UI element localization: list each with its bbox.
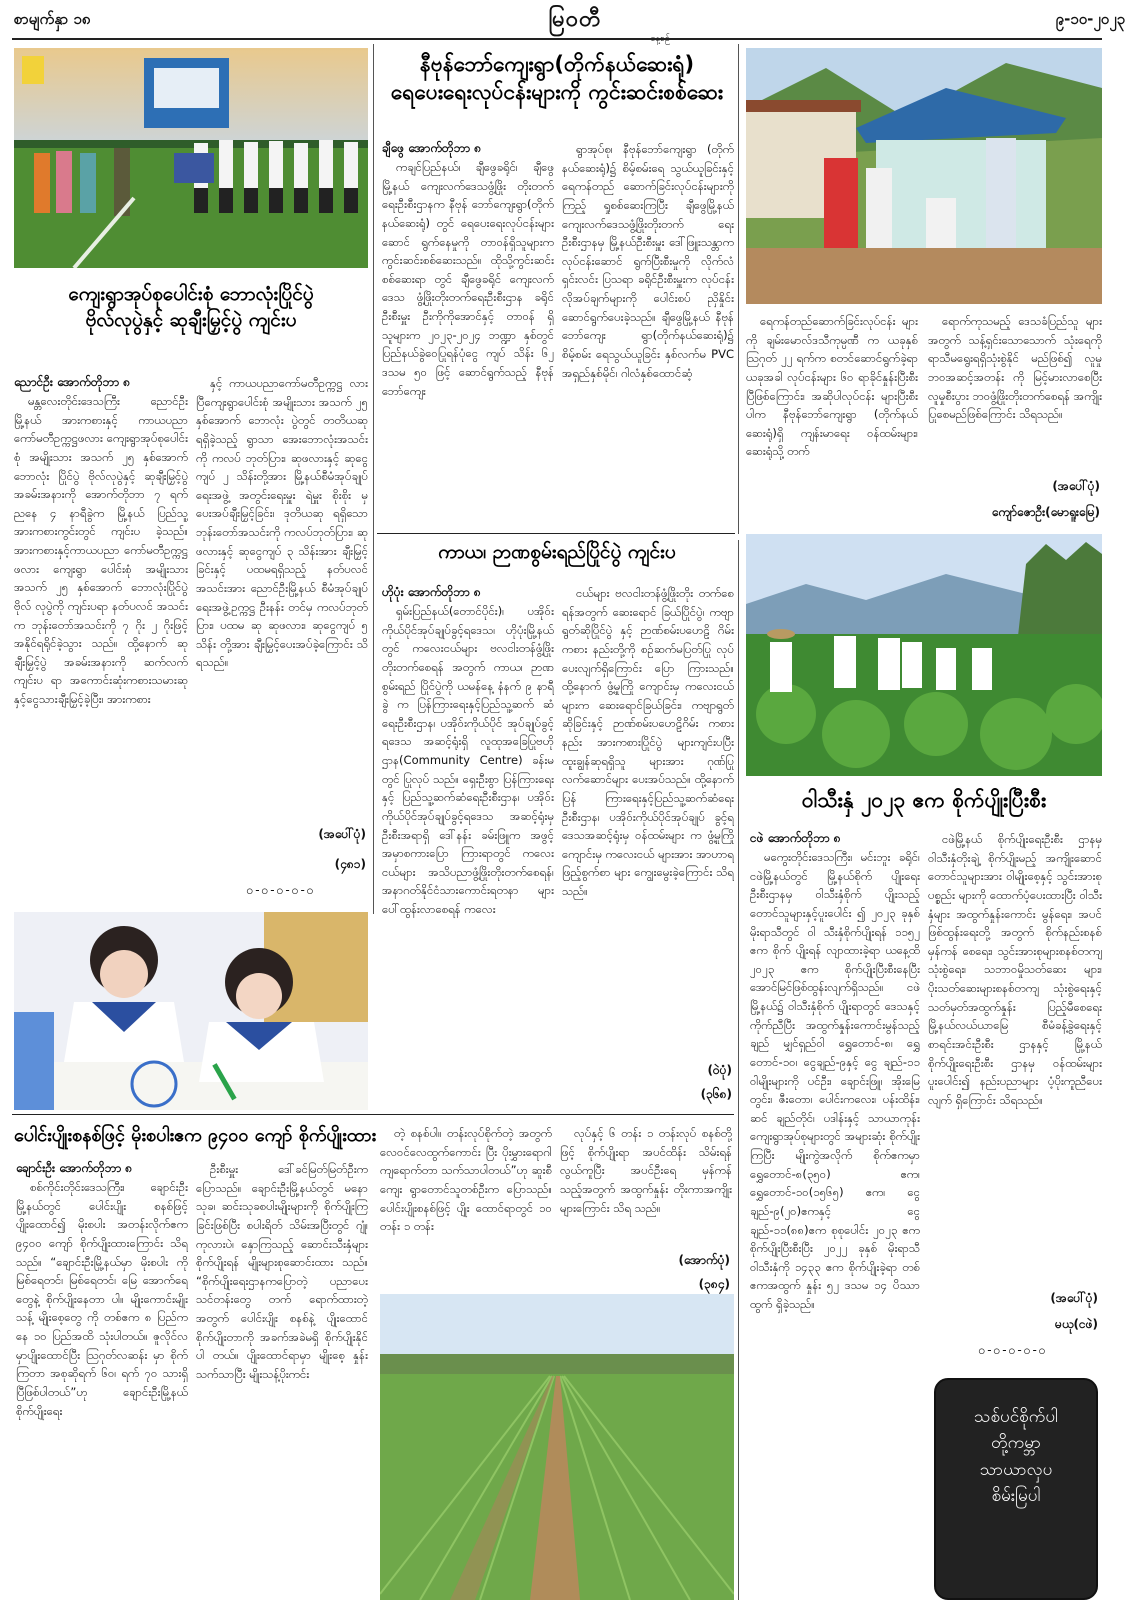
cotton-headline: ဝါသီးနှံ ၂၀၂၃ ဧက စိုက်ပျိုးပြီးစီး	[801, 788, 1047, 812]
paragraph: ငယ်များ ဗလငါးတန်ဖွံ့ဖြိုးတိုး တက်စေရန်အတွက် ဆေးရောင် ခြယ်ပြိုင်ပွဲ၊ ကဗျာရွတ်ဆိုပြိုင်ပွဲ နှင့် ဉာဏ်စမ်းပဟေဠိ ဂိမ်းကစား နည်းတို့ကို စဉ်ဆက်မပြတ်ပြု လုပ်ပေးလျက်ရှိကြောင်း ပြော ကြားသည်။ ထို့နောက် ဖွံ့မှုကြို ကျောင်းမှ ကလေးငယ်များက ဆေးရောင်ခြယ်ခြင်း၊ ကဗျာရွတ် ဆိုခြင်းနှင့် ဉာဏ်စမ်းပဟေဠိဂိမ်း ကစားနည်း အားကစားပြိုင်ပွဲ များကျင်းပပြီး ထူးချွန်ဆုရရှိသူ များအား ဂုဏ်ပြုလက်ဆောင်များ ပေးအပ်သည်။ ထို့နောက် ပြန် ကြားရေးနှင့်ပြည်သူ့ဆက်ဆံရေး ဦးစီးဌာန၊ ပအိုဝ်းကိုယ်ပိုင်အုပ်ချုပ် ခွင့်ရဒေသအဆင့်ရုံးမှ ဝန်ထမ်းများ က ဖွံ့မှုကြိုကျောင်းမှ ကလေးငယ် များအား အာဟာရဖြည့်စွက်စာ များ ကျွေးမွေးခဲ့ကြောင်း သိရ သည်။	[562, 586, 734, 898]
cotton-reporter: မယု(ငဖဲ)	[1055, 1317, 1098, 1331]
water-body-col2	[562, 140, 734, 530]
column-divider	[738, 540, 739, 1600]
masthead-rule	[12, 38, 1102, 40]
cotton-field-photo	[746, 534, 1102, 776]
column-divider	[373, 44, 374, 914]
paragraph: တဲ့ စနစ်ပါ။ တန်းလုပ်စိုက်တဲ့ အတွက် လေဝင်လေထွက်ကောင်း ပြီး ပိုးမွှားရောဂါကျရောက်တာ သက်သာပါတယ်”ဟု ဆူးစီကျေး ရွာတောင်သူတစ်ဦးက ပြောသည်။ ပေါင်းပျိုးစနစ်ဖြင့် ပျိုး ထောင်ရာတွင် ၁၀ တန်း ၁ တန်း	[380, 1126, 552, 1234]
rice-body-col4	[560, 1124, 732, 1254]
art-body-col1	[382, 602, 554, 1108]
paragraph: မန္တလေးတိုင်းဒေသကြီး ညောင်ဦးမြို့နယ် အားကစားနှင့် ကာယပညာကော်မတီဥက္ကဋ္ဌဖလား ကျေးရွာအုပ်စုပေါင်းစုံ အမျိုးသား အသက် ၂၅ နှစ်အောက် ဘောလုံး ပြိုင်ပွဲ ဗိုလ်လုပွဲနှင့် ဆုချီးမြှင့်ပွဲ အခမ်းအနားကို အောက်တိုဘာ ၇ ရက် ညနေ ၄ နာရီခွဲက မြို့နယ် ပြည်သူ့အားကစားကွင်းတွင် ကျင်းပ ခဲ့သည်။ အားကစားနှင့်ကာယပညာ ကော်မတီဥက္ကဋ္ဌဖလား ကျေးရွာ ပေါင်းစုံ အမျိုးသား အသက် ၂၅ နှစ်အောက် ဘောလုံးပြိုင်ပွဲ ဗိုလ် လုပွဲကို ကျင်းပရာ နတ်ပလင် အသင်းက ဘုန်းတော်အသင်းကို ၇ ဂိုး ၂ ဂိုးဖြင့် အနိုင်ရရိုင်ခဲ့သွား သည်။ ထို့နောက် ဆုချီးမြှင့်ပွဲ အခမ်းအနားကို ဆက်လက်ကျင်းပ ရာ အကောင်းဆုံးကစားသမားဆု နှင့်ငွေသားချီးမြှင့်ခဲ့ပြီး၊ အားကစား	[14, 394, 188, 706]
paragraph: ကချင်ပြည်နယ်၊ ချီဖွေခရိုင်၊ ချီဖွေမြို့နယ် ကျေးလက်ဒေသဖွံ့ဖြိုး တိုးတက်ရေးဦးစီးဌာနက နီဗုန် ဘော်ကျေးရွာ(တိုက်နယ်ဆေးရုံ) တွင် ရေပေးရေးလုပ်ငန်းများဆောင် ရွက်နေမှုကို တာဝန်ရှိသူများက ကွင်းဆင်းစစ်ဆေးသည်။ ထိုသို့ကွင်းဆင်းစစ်ဆေးရာ တွင် ချီဖွေခရိုင် ကျေးလက်ဒေသ ဖွံ့ဖြိုးတိုးတက်ရေးဦးစီးဌာန ခရိုင် ဦးစီးမှူး ဦးကိုကိုအောင်နှင့် တာဝန် ရှိသူများက ၂၀၂၃-၂၀၂၄ ဘဏ္ဍာ နှစ်တွင် ပြည်နယ်ခွဲဝေပြုရန်ပုံငွေ ကျပ် သိန်း ၆၂ ဒသမ ၅၀ ဖြင့် ဆောင်ရွက်သည့် နီဗုန်ဘော်ကျေး	[382, 160, 554, 398]
tree-planting-slogan-box	[934, 1378, 1098, 1600]
water-headline-line1: နီဗုန်ဘော်ကျေးရွာ(တိုက်နယ်ဆေးရုံ)	[419, 52, 695, 76]
rice-reporter: (၃၈၄)	[698, 1277, 730, 1291]
art-body-col2	[562, 584, 734, 1060]
paragraph: ဦးစီးမှူး ဒေါ်ခင်မြတ်မြတ်ဦးက ပြောသည်။ ချောင်းဦးမြို့နယ်တွင် မနော သုခ၊ ဆင်းသုခစပါးမျိုးများကို စိုက်ပျိုးကြခြင်းဖြစ်ပြီး စပါးရိတ် သိမ်းအပြီးတွင် ဂျုံ၊ ကုလားပဲ၊ နှောကြသည့် ဆောင်းသီးနှံများ စိုက်ပျိုးရန် မျိုးများစုဆောင်းထား သည်။ “စိုက်ပျိုးရေးဌာနကပြောတဲ့ ပညာပေးသင်တန်းတွေ တက် ရောက်ထားတဲ့အတွက် ပေါင်းပျိုး စနစ်နဲ့ ပျိုးထောင်စိုက်ပျိုးတာကို အခက်အခဲမရှိ စိုက်ပျိုးနိုင်ပါ တယ်။ ပျိုးထောင်ရာမှာ မျိုးစေ့ နှုန်းသက်သာပြီး မျိုးသန့်ပိုးကင်း	[196, 1162, 368, 1381]
page-label: စာမျက်နှာ ၁၈	[14, 10, 91, 28]
art-byline: ဟိုပုံး အောက်တိုဘာ ၈	[382, 585, 481, 599]
rice-body-col2	[196, 1160, 368, 1602]
slogan-line: သာယာလှပ	[979, 1459, 1053, 1480]
football-headline	[14, 282, 368, 333]
column-divider	[738, 44, 739, 534]
paragraph: နှင့် ကာယပညာကော်မတီဥက္ကဋ္ဌ လားပြီကျေးရွာပေါင်းစုံ အမျိုးသား အသက် ၂၅ နှစ်အောက် ဘောလုံး ပွဲတွင် တတိယဆုရရှိခဲ့သည့် ရွာသာ အေးဘောလုံးအသင်းကို ကလပ် ဘုတ်ပြား၊ ဆုဖလားနှင့် ဆုငွေကျပ် ၂ သိန်းတို့အား မြို့နယ်စီမံအုပ်ချုပ် ရေးအဖွဲ့ အတွင်းရေးမှူး ရဲမှူး စိုးစိုး မှပေးအပ်ချီးမြှင့်ခြင်း၊ ဒုတိယဆု ရရှိသော ဘုန်းတော်အသင်းကို ကလပ်ဘုတ်ပြား၊ ဆုဖလားနှင့် ဆုငွေကျပ် ၃ သိန်းအား ချီးမြှင့် ခြင်းနှင့် ပထမရရှိသည့် နတ်ပလင် အသင်းအား ညောင်ဦးမြို့နယ် စီမံအုပ်ချုပ်ရေးအဖွဲ့ဥက္ကဋ္ဌ ဦးနန်း တင်မှ ကလပ်ဘုတ်ပြား၊ ပထမ ဆု ဆုဖလား၊ ဆုငွေကျပ် ၅ သိန်း တို့အား ချီးမြှင့်ပေးအပ်ခဲ့ကြောင်း သိရသည်။	[196, 376, 368, 670]
end-marker: ၀-၀-၀-၀-၀	[978, 1343, 1048, 1357]
cotton-body-col2	[928, 830, 1102, 1286]
football-body-col2	[196, 374, 368, 822]
section-rule	[377, 533, 735, 534]
page-date: ၉-၁၀-၂၀၂၃	[1055, 10, 1125, 28]
rice-credit: (အောက်ပုံ)	[678, 1253, 730, 1267]
water-headline	[380, 50, 734, 107]
football-credit: (အပေါ်ပုံ)	[318, 827, 366, 841]
rice-body-col3	[380, 1124, 552, 1284]
football-byline: ညောင်ဦး အောက်တိုဘာ ၈	[14, 375, 131, 389]
football-body-col1	[14, 392, 188, 900]
paragraph: လုပ်နှင့် ၆ တန်း ၁ တန်းလုပ် စနစ်တို့ဖြင့် စိုက်ပျိုးရာ အပင်ထိန်း သိမ်းရန်လွယ်ကူပြီး အပင်ဦးရေ မှန်ကန်သည့်အတွက် အထွက်နှုန်း တိုးကာအကျိုးများကြောင်း သိရ သည်။	[560, 1126, 732, 1215]
paragraph: ရေကန်တည်ဆောက်ခြင်းလုပ်ငန်း များကို ချမ်းမောလ်ဒသီကုမ္ပဏီ က ယခုနှစ် ဩဂုတ် ၂၂ ရက်က စတင်ဆောင်ရွက်ခဲ့ရာ ယခုအခါ လုပ်ငန်းများ ၆၀ ရာခိုင်နှုန်းပြီးစီး ပြီဖြစ်ကြောင်း၊ အဆိုပါလုပ်ငန်း များပြီးစီးပါက နီဗုန်ဘော်ကျေးရွာ (တိုက်နယ်ဆေးရုံ)ရှိ ကျန်းမာရေး ဝန်ထမ်းများ၊ ဆေးရုံသို့ တက်	[746, 314, 918, 459]
cotton-byline: ငဖဲ အောက်တိုဘာ ၈	[750, 831, 841, 845]
rice-headline: ပေါင်းပျိုးစနစ်ဖြင့် မိုးစပါးဧက ၉၄၀၀ ကျော် စိုက်ပျိုးထား	[14, 1125, 377, 1146]
paper-name: မြဝတီ	[548, 6, 602, 32]
paragraph: မကွေးတိုင်းဒေသကြီး၊ မင်းဘူး ခရိုင်၊ ငဖဲမြို့နယ်တွင် မြို့နယ်စိုက် ပျိုးရေးဦးစီးဌာနမှ ဝါသီးနှံစိုက် ပျိုးသည့် တောင်သူများနှင့်ပူးပေါင်း ၍ ၂၀၂၃ ခုနှစ် မိုးရာသီတွင် ဝါ သီးနှံစိုက်ပျိုးရန် ၁၁၅၂ ဧက စိုက် ပျိုးရန် လျာထားခဲ့ရာ ယနေ့ထိ ၂၀၂၃ ဧက စိုက်ပျိုးပြီးစီးနေပြီး အောင်မြင်ဖြစ်ထွန်းလျက်ရှိသည်။ ငဖဲမြို့နယ်၌ ဝါသီးနှံစိုက် ပျိုးရာတွင် ဒေသနှင့်ကိုက်ညီပြီး အထွက်နှုန်းကောင်းမွန်သည့် ချည် မျှင်ရှည်ဝါ ရွှေတောင်-၈၊ ရွှေ တောင်-၁၀၊ ငွေချည်-၉နှင့် ငွေ ချည်-၁၁ ဝါမျိုးများကို ပင်ဦး၊ ချောင်းဖြူ၊ အိုးမြေတွင်း၊ ဇီးတော၊ ပေါင်းကလေး၊ ပန်းထိန်း၊ ဆင် ချည်တိုင်၊ ပဒါန်းနှင့် သာယာကုန်း ကျေးရွာအုပ်စုများတွင် အများဆုံး စိုက်ပျိုးကြပြီး မျိုးကွဲအလိုက် စိုက်ဧကမှာ ရွှေတောင်-၈(၃၅၀) ဧက၊ ရွှေတောင်-၁၀(၁၅၆၅) ဧက၊ ငွေချည်-၉(၂၀)ဧကနှင့် ငွေ ချည်-၁၁(၈၈)ဧက စုစုပေါင်း ၂၀၂၃ ဧက စိုက်ပျိုးပြီးစီးပြီး ၂၀၂၂ ခုနှစ် မိုးရာသီဝါသီးနှံကို ၁၄၃၃ ဧက စိုက်ပျိုးခဲ့ရာ တစ်ဧကအထွက် နှုန်း ၅၂ ဒသမ ၁၄ ပိဿာထွက် ရှိခဲ့သည်။	[750, 850, 920, 1311]
football-ceremony-photo	[14, 48, 368, 268]
paragraph: ငဖဲမြို့နယ် စိုက်ပျိုးရေးဦးစီး ဌာနမှ ဝါသီးနှံတိုးချဲ့ စိုက်ပျိုးမည့် အကျိုးဆောင်တောင်သူများအား ဝါမျိုးစေ့နှင့် သွင်းအားစုပစ္စည်း များကို ထောက်ပံ့ပေးထားပြီး ဝါသီးနှံများ အထွက်နှုန်းကောင်း မွန်ရေး၊ အပင်ဖြစ်ထွန်းရေးတို့ အတွက် စိုက်နည်းစနစ် မှန်ကန် စေရေး၊ သွင်းအားစုများစနစ်တကျ သုံးစွဲရေး၊ သဘာဝမှိုသတ်ဆေး များ၊ ပိုးသတ်ဆေးများစနစ်တကျ သုံးစွဲရေးနှင့် သတ်မှတ်အထွက်နှုန်း ပြည့်မီစေရေး မြို့နယ်လယ်ယာမြေ စီမံခန့်ခွဲရေးနှင့် စာရင်းအင်းဦးစီး ဌာနနှင့် မြို့နယ်စိုက်ပျိုးရေးဦးစီး ဌာနမှ ဝန်ထမ်းများ ပူးပေါင်း၍ နည်းပညာများ ပံ့ပိုးကူညီပေးလျက် ရှိကြောင်း သိရသည်။	[928, 832, 1102, 1107]
slogan-line: တို့ကမ္ဘာ	[991, 1433, 1041, 1454]
art-credit: (ဝဲပုံ)	[707, 1063, 732, 1077]
water-reporter: ကျော်ဇောဦး(မောရူးမြေ)	[991, 505, 1100, 519]
water-body-col4	[928, 312, 1102, 482]
paragraph: ရွာအုပ်စု၊ နီဗုန်ဘော်ကျေးရွာ (တိုက်နယ်ဆေးရုံ)၌ စိမ့်စမ်းရေ သွယ်ယူခြင်းနှင့် ရေကန်တည် ဆောက်ခြင်းလုပ်ငန်းများကို ကြည့် ရှုစစ်ဆေးကြပြီး ချီဖွေမြို့နယ် ကျေးလက်ဒေသဖွံ့ဖြိုးတိုးတက် ရေးဦးစီးဌာနမှ မြို့နယ်ဦးစီးမှူး ဒေါ်ဖြူးသန္တာက လုပ်ငန်းဆောင် ရွက်ပြီးစီးမှုကို လိုက်လံရှင်းလင်း ပြသရာ ခရိုင်ဦးစီးမှူးက လုပ်ငန်း လိုအပ်ချက်များကို ပေါင်းစပ် ညှိနှိုင်းဆောင်ရွက်ပေးခဲ့သည်။ ချီဖွေမြို့နယ် နီဗုန်ဘော်ကျေး ရွာ(တိုက်နယ်ဆေးရုံ)၌ စိမ့်စမ်း ရေသွယ်ယူခြင်း နှစ်လက်မ PVC အရှည်နှစ်မိုင်၊ ဂါလံနှစ်ထောင်ဆံ့	[562, 142, 734, 380]
water-headline-line2: ရေပေးရေးလုပ်ငန်းများကို ကွင်းဆင်းစစ်ဆေး	[390, 80, 724, 105]
cotton-credit: (အပေါ်ပုံ)	[1050, 1291, 1098, 1305]
paragraph: ရောက်ကုသမည့် ဒေသခံပြည်သူ များအတွက် သန့်ရှင်းသောသောက် သုံးရေကို ရာသီမရွေးရရှိသုံးစွဲနိုင် မည်ဖြစ်၍ လူမှုဘဝအဆင့်အတန်း ကို မြင့်မားလာစေပြီး လူမှုစီးပွား ဘဝဖွံ့ဖြိုးတိုးတက်စေရန် အကျိုး ပြုစေမည်ဖြစ်ကြောင်း သိရသည်။	[928, 314, 1102, 422]
children-drawing-photo	[14, 912, 368, 1110]
water-body-col1	[382, 158, 554, 530]
art-headline: ကာယ၊ ဉာဏစွမ်းရည်ပြိုင်ပွဲ ကျင်းပ	[438, 541, 676, 563]
rice-byline: ချောင်းဦး အောက်တိုဘာ ၈	[16, 1161, 133, 1175]
paragraph: ရှမ်းပြည်နယ်(တောင်ပိုင်း)၊ ပအိုဝ်းကိုယ်ပိုင်အုပ်ချုပ်ခွင့်ရဒေသ၊ ဟိုပုံးမြို့နယ်တွင် ကလေးငယ်များ ဗလငါးတန်ဖွံ့ဖြိုးတိုးတက်စေရန် အတွက် ကာယ၊ ဉာဏစွမ်းရည် ပြိုင်ပွဲကို ယမန်နေ့ နံနက် ၉ နာရီခွဲ က ပြန်ကြားရေးနှင့်ပြည်သူ့ဆက် ဆံရေးဦးစီးဌာန၊ ပအိုဝ်းကိုယ်ပိုင် အုပ်ချုပ်ခွင့်ရဒေသ အဆင့်ရုံးရှိ လူထုအခြေပြုဗဟိုဌာန(Community Centre) ခန်းမတွင် ပြုလုပ် သည်။ ရှေးဦးစွာ ပြန်ကြားရေးနှင့် ပြည်သူ့ဆက်ဆံရေးဦးစီးဌာန၊ ပအိုဝ်းကိုယ်ပိုင်အုပ်ချုပ်ခွင့်ရဒေသ အဆင့်ရုံးမှ ဦးစီးအရာရှိ ဒေါ်နန်း ခမ်းဖြူက အဖွင့်အမှာစကားပြော ကြားရာတွင် ကလေးငယ်များ အသိပညာဖွံ့ဖြိုးတိုးတက်စေရန်၊ အနာဂတ်နိုင်ငံသားကောင်းရတနာ များပေါ်ထွန်းလာစေရန် ကလေး	[382, 604, 554, 916]
water-tank-photo	[746, 48, 1102, 304]
slogan-line: သစ်ပင်စိုက်ပါ	[974, 1407, 1058, 1427]
water-byline: ချီဖွေ အောက်တိုဘာ ၈	[382, 141, 482, 155]
football-headline-line1: ကျေးရွာအုပ်စုပေါင်းစုံ ဘောလုံးပြိုင်ပွဲ	[68, 283, 314, 305]
water-body-col3	[746, 312, 918, 534]
cotton-body-col1	[750, 848, 920, 1602]
football-headline-line2: ဗိုလ်လုပွဲနှင့် ဆုချီးမြှင့်ပွဲ ကျင်းပ	[85, 308, 297, 331]
rice-body-col1	[16, 1178, 188, 1602]
slogan-line: စိမ်းမြပါ	[991, 1486, 1041, 1507]
end-marker: ၀-၀-၀-၀-၀	[246, 883, 316, 897]
football-reporter: (၄၈၁)	[334, 857, 366, 871]
art-reporter: (၃၆၈)	[700, 1087, 732, 1101]
rice-paddy-photo	[380, 1294, 734, 1600]
section-rule	[12, 1114, 734, 1115]
water-credit: (အပေါ်ပုံ)	[1052, 479, 1100, 493]
paragraph: စစ်ကိုင်းတိုင်းဒေသကြီး၊ ချောင်းဦးမြို့နယ်တွင် ပေါင်းပျိုး စနစ်ဖြင့် ပျိုးထောင်၍ မိုးစပါး အတန်းလိုက်ဧက ၉၄၀၀ ကျော် စိုက်ပျိုးထားကြောင်း သိရသည်။ “ချောင်းဦးမြို့နယ်မှာ မိုးစပါး ကို မြစ်ရေတင်၊ မြစ်ရေတင်၊ မြေ အောက်ရေတွေနဲ့ စိုက်ပျိုးနေတာ ပါ။ မျိုးကောင်းမျိုးသန့် မျိုးစေ့တွေ ကို တစ်ဧက ၈ ပြည်ကနေ ၁၀ ပြည်အထိ သုံးပါတယ်။ ဇူလိုင်လ မှာပျိုးထောင်ပြီး ဩဂုတ်လဆန်း မှာ စိုက်ကြတာ အစုဆိုရက် ၆၀၊ ရက် ၇၀ သားရှိပြီဖြစ်ပါတယ်”ဟု ချောင်းဦးမြို့နယ် စိုက်ပျိုးရေး	[16, 1180, 188, 1418]
